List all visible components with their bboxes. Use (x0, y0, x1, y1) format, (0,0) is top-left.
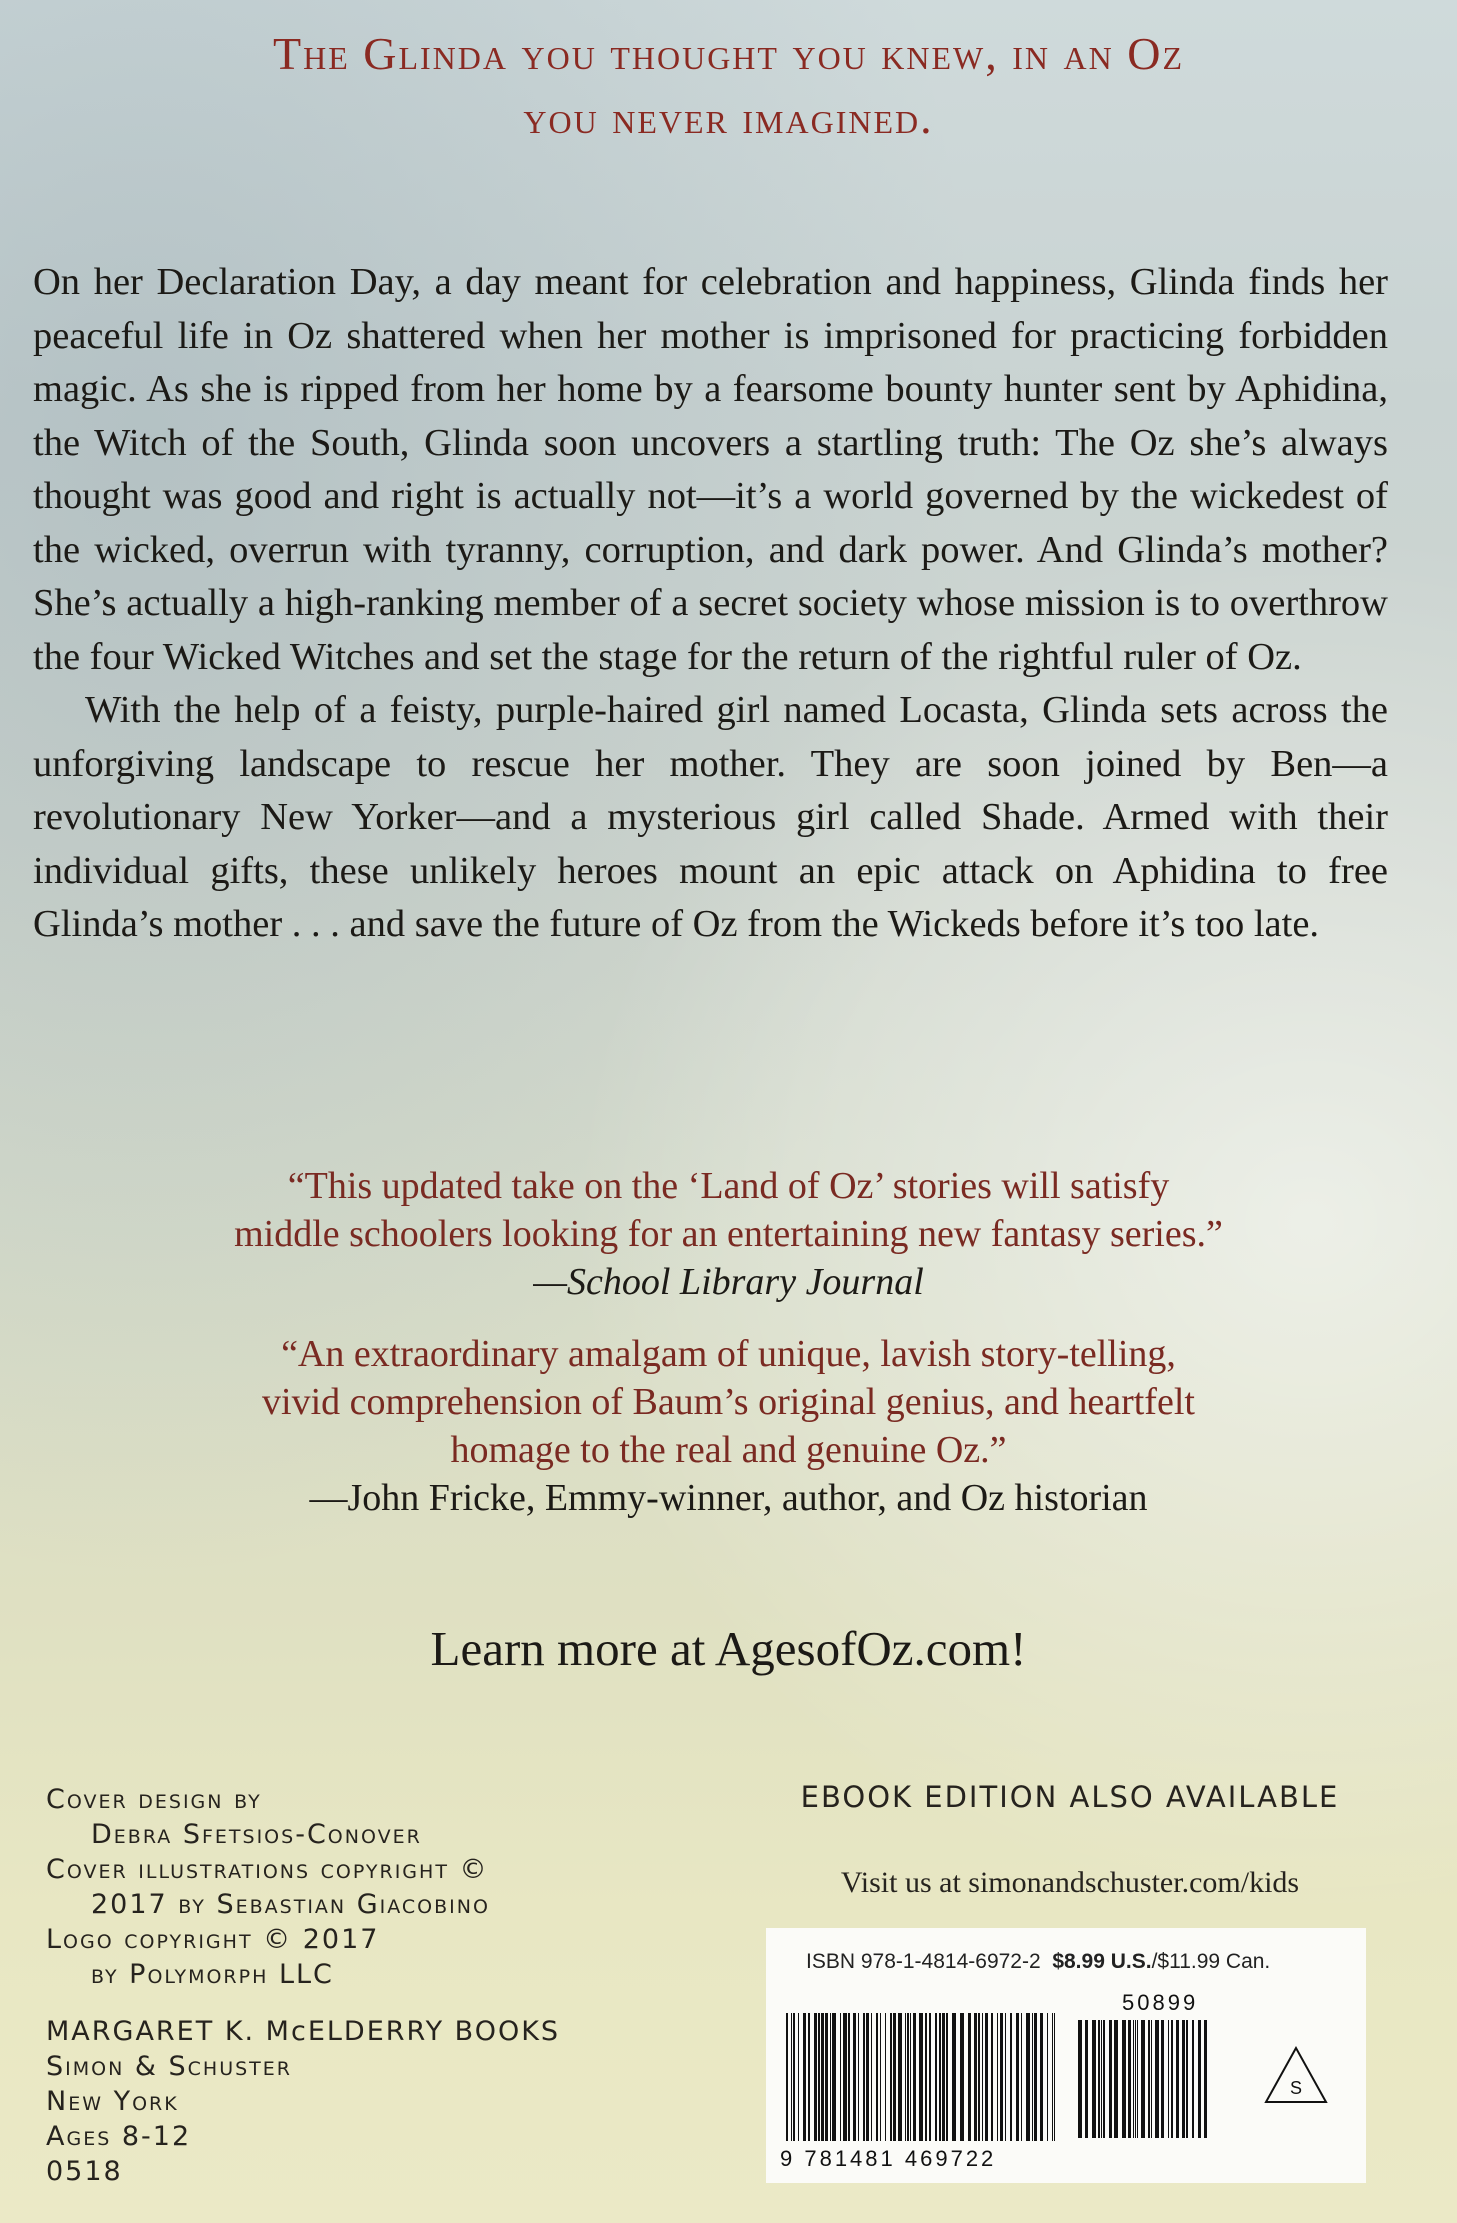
quote-1-source: —School Library Journal (533, 1261, 924, 1303)
barcode-bar (1171, 2020, 1173, 2138)
barcode-bar (898, 2013, 902, 2141)
main-barcode (786, 2013, 1055, 2141)
publisher-name: Simon & Schuster (46, 2051, 292, 2082)
barcode-bar (1133, 2020, 1134, 2138)
age-range: Ages 8-12 (46, 2121, 192, 2152)
barcode-bar (952, 2013, 956, 2141)
barcode-bar (1101, 2020, 1102, 2138)
isbn-label: ISBN 978-1-4814-6972-2 (806, 1950, 1041, 1973)
barcode-bar (1198, 2020, 1201, 2138)
quote-2-line-2: vivid comprehension of Baum’s original genius, and heartfelt (262, 1381, 1195, 1423)
barcode-bar (1032, 2013, 1033, 2141)
barcode-bar (871, 2013, 872, 2141)
barcode-bar (1176, 2020, 1179, 2138)
barcode-bar (885, 2013, 886, 2141)
barcode-bar (803, 2013, 806, 2141)
barcode-bar (840, 2013, 841, 2141)
barcode-bar (997, 2013, 998, 2141)
barcode-bar (1182, 2020, 1185, 2138)
barcode-bar (1021, 2013, 1022, 2141)
barcode-bar (1135, 2020, 1136, 2138)
barcode-bar (1155, 2020, 1159, 2138)
blurb (33, 256, 1388, 952)
barcode-bar (832, 2013, 836, 2141)
barcode-bar (786, 2013, 788, 2141)
barcode-bar (821, 2013, 824, 2141)
barcode-bar (1054, 2013, 1055, 2141)
barcode-bar (1026, 2013, 1030, 2141)
barcode-bar (793, 2013, 795, 2141)
headline (40, 22, 1417, 150)
review-quote-1 (0, 1162, 1457, 1306)
barcode-bar (858, 2013, 859, 2141)
barcode-bar (905, 2013, 906, 2141)
barcode-bar (1161, 2020, 1164, 2138)
headline-line-2: you never imagined. (523, 92, 934, 143)
barcode-bar (939, 2013, 941, 2141)
barcode-bar (1148, 2020, 1150, 2138)
review-quote-2 (0, 1330, 1457, 1522)
barcode-bar (1085, 2020, 1088, 2138)
barcode-bar (935, 2013, 937, 2141)
credit-cover-design: Cover design by (46, 1784, 262, 1815)
quote-1-line-1: “This updated take on the ‘Land of Oz’ stories will satisfy (287, 1165, 1170, 1207)
barcode-bar (1103, 2020, 1105, 2138)
quote-2-source: —John Fricke, Emmy-winner, author, and Oz historian (309, 1477, 1148, 1519)
barcode-bar (1016, 2013, 1019, 2141)
barcode-bar (808, 2013, 810, 2141)
barcode-bar (919, 2013, 923, 2141)
barcode-bar (825, 2013, 828, 2141)
learn-more-link[interactable]: Learn more at AgesofOz.com! (430, 1621, 1027, 1676)
barcode-bar (791, 2013, 792, 2141)
barcode-bar (1005, 2013, 1006, 2141)
barcode-bar (1040, 2013, 1043, 2141)
barcode-bar (1204, 2020, 1207, 2138)
barcode-bar (830, 2013, 831, 2141)
addon-digits: 50899 (1122, 1990, 1199, 2015)
barcode-bar (985, 2013, 988, 2141)
barcode-bar (960, 2013, 964, 2141)
barcode-bar (1137, 2020, 1138, 2138)
barcode-bar (1047, 2013, 1048, 2141)
barcode-bar (853, 2013, 856, 2141)
barcode-bar (1168, 2020, 1169, 2138)
barcode-bar (843, 2013, 847, 2141)
barcode-bar (929, 2013, 931, 2141)
barcode-box (766, 1928, 1366, 2183)
barcode-bar (1109, 2020, 1112, 2138)
blurb-paragraph-1: On her Declaration Day, a day meant for celebration and happiness, Glinda finds her peaceful life in Oz shattered when her mother is imprisoned for practicing forbidden magic. As she is ripped from her home by a fearsome bounty hunter sent by Aphidina, the Witch of the South, Glinda soon uncovers a startling truth: The Oz she’s always thought was good and right is actually not—it’s a world governed by the wickedest of the wicked, overrun with tyranny, corruption, and dark power. And Glinda’s mother? She’s actually a high-ranking member of a secret society whose mission is to overthrow the four Wicked Witches and set the stage for the return of the rightful ruler of Oz. (33, 261, 1388, 678)
credit-logo-owner: by Polymorph LLC (91, 1959, 334, 1990)
barcode-digits: 9 781481 469722 (780, 2146, 997, 2171)
barcode-bar (991, 2013, 993, 2141)
price-us: $8.99 U.S. (1052, 1950, 1152, 1973)
barcode-bar (1114, 2020, 1118, 2138)
barcode-bar (1186, 2020, 1188, 2138)
barcode-bar (1034, 2013, 1037, 2141)
barcode-bar (814, 2013, 817, 2141)
barcode-bar (1092, 2020, 1096, 2138)
barcode-bar (1141, 2020, 1145, 2138)
barcode-bar (818, 2013, 820, 2141)
quote-2-line-1: “An extraordinary amalgam of unique, lavish story-telling, (281, 1333, 1176, 1375)
barcode-bar (1098, 2020, 1100, 2138)
credit-logo: Logo copyright © 2017 (46, 1924, 380, 1955)
barcode-bar (863, 2013, 865, 2141)
barcode-bar (1151, 2020, 1152, 2138)
barcode-bar (1010, 2013, 1012, 2141)
barcode-bar (942, 2013, 945, 2141)
ebook-notice: EBOOK EDITION ALSO AVAILABLE (800, 1780, 1340, 1814)
barcode-bar (1078, 2020, 1082, 2138)
barcode-bar (968, 2013, 971, 2141)
headline-line-1: The Glinda you thought you knew, in an Oz (272, 28, 1185, 79)
barcode-bar (1192, 2020, 1194, 2138)
barcode-bar (907, 2013, 909, 2141)
quote-2-line-3: homage to the real and genuine Oz.” (450, 1429, 1007, 1471)
barcode-bar (866, 2013, 869, 2141)
barcode-bar (1000, 2013, 1003, 2141)
credit-illustrator: 2017 by Sebastian Giacobino (91, 1889, 490, 1920)
barcode-bar (890, 2013, 892, 2141)
barcode-bar (848, 2013, 850, 2141)
barcode-bar (880, 2013, 881, 2141)
barcode-bar (893, 2013, 896, 2141)
barcode-bar (876, 2013, 878, 2141)
print-code: 0518 (46, 2156, 123, 2187)
blurb-paragraph-2: With the help of a feisty, purple-haired girl named Locasta, Glinda sets across the unforgiving landscape to rescue her mother. They are soon joined by Ben—a revolutionary New Yorker—and a mysterious girl called Shade. Armed with their individual gifts, these unlikely heroes mount an epic attack on Aphidina to free Glinda’s mother . . . and save the future of Oz from the Wickeds before it’s too late. (33, 689, 1388, 945)
barcode-bar (978, 2013, 980, 2141)
publisher-website[interactable]: Visit us at simonandschuster.com/kids (840, 1866, 1300, 1899)
barcode-bar (1128, 2020, 1131, 2138)
barcode-bar (1052, 2013, 1053, 2141)
barcode-bar (910, 2013, 911, 2141)
publisher-city: New York (46, 2086, 179, 2117)
barcode-bar (946, 2013, 948, 2141)
barcode-bar (1122, 2020, 1126, 2138)
barcode-bar (798, 2013, 799, 2141)
triangle-letter: S (1289, 2078, 1303, 2098)
barcode-bar (982, 2013, 983, 2141)
credits (46, 1782, 726, 2189)
quote-1-line-2: middle schoolers looking for an entertaining new fantasy series.” (234, 1213, 1223, 1255)
credit-designer: Debra Sfetsios-Conover (91, 1819, 422, 1850)
barcode-bar (925, 2013, 927, 2141)
barcode-graphic (766, 1928, 1366, 2183)
barcode-bar (974, 2013, 977, 2141)
credit-illustrations: Cover illustrations copyright © (46, 1854, 489, 1885)
barcode-bar (913, 2013, 916, 2141)
price-can: /$11.99 Can. (1151, 1950, 1271, 1973)
publisher-imprint: MARGARET K. McELDERRY BOOKS (46, 2016, 561, 2047)
addon-barcode (1078, 2020, 1207, 2138)
